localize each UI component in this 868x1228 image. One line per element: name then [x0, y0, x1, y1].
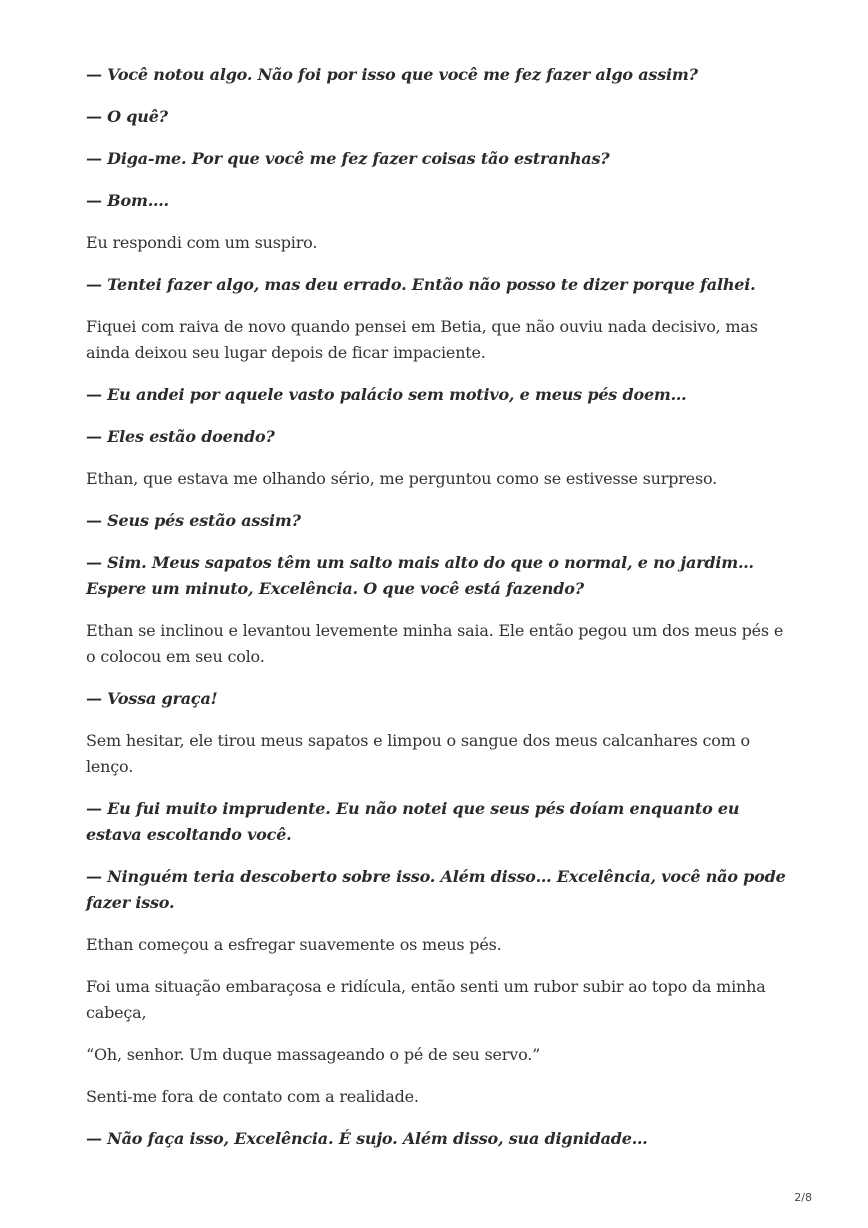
document-body: [86, 62, 786, 1152]
narrative-paragraph: “Oh, senhor. Um duque massageando o pé de seu servo.”: [86, 1045, 541, 1064]
dialogue-paragraph: — Não faça isso, Excelência. É sujo. Além disso, sua dignidade…: [86, 1129, 648, 1148]
dialogue-paragraph: — Eles estão doendo?: [86, 427, 275, 446]
dialogue-paragraph: — Tentei fazer algo, mas deu errado. Então não posso te dizer porque falhei.: [86, 275, 756, 294]
narrative-paragraph: Sem hesitar, ele tirou meus sapatos e limpou o sangue dos meus calcanhares com o lenço.: [86, 731, 750, 776]
narrative-paragraph: Foi uma situação embaraçosa e ridícula, então senti um rubor subir ao topo da minha cabeça,: [86, 977, 766, 1022]
dialogue-paragraph: — Seus pés estão assim?: [86, 511, 301, 530]
narrative-paragraph: Ethan, que estava me olhando sério, me perguntou como se estivesse surpreso.: [86, 469, 718, 488]
dialogue-paragraph: — Eu andei por aquele vasto palácio sem motivo, e meus pés doem…: [86, 385, 687, 404]
narrative-paragraph: Senti-me fora de contato com a realidade.: [86, 1087, 419, 1106]
dialogue-paragraph: — Ninguém teria descoberto sobre isso. Além disso… Excelência, você não pode fazer isso.: [86, 867, 786, 912]
dialogue-paragraph: — O quê?: [86, 107, 168, 126]
dialogue-paragraph: — Vossa graça!: [86, 689, 218, 708]
narrative-paragraph: Ethan se inclinou e levantou levemente minha saia. Ele então pegou um dos meus pés e o colocou em seu colo.: [86, 621, 784, 666]
page-number: 2/8: [794, 1191, 812, 1204]
narrative-paragraph: Ethan começou a esfregar suavemente os meus pés.: [86, 935, 502, 954]
dialogue-paragraph: — Diga-me. Por que você me fez fazer coisas tão estranhas?: [86, 149, 610, 168]
dialogue-paragraph: — Você notou algo. Não foi por isso que você me fez fazer algo assim?: [86, 65, 698, 84]
narrative-paragraph: Fiquei com raiva de novo quando pensei em Betia, que não ouviu nada decisivo, mas ainda deixou seu lugar depois de ficar impaciente.: [86, 317, 758, 362]
dialogue-paragraph: — Eu fui muito imprudente. Eu não notei que seus pés doíam enquanto eu estava escoltando você.: [86, 799, 740, 844]
narrative-paragraph: Eu respondi com um suspiro.: [86, 233, 318, 252]
dialogue-paragraph: — Sim. Meus sapatos têm um salto mais alto do que o normal, e no jardim… Espere um minuto, Excelência. O que você está fazendo?: [86, 553, 754, 598]
dialogue-paragraph: — Bom….: [86, 191, 169, 210]
